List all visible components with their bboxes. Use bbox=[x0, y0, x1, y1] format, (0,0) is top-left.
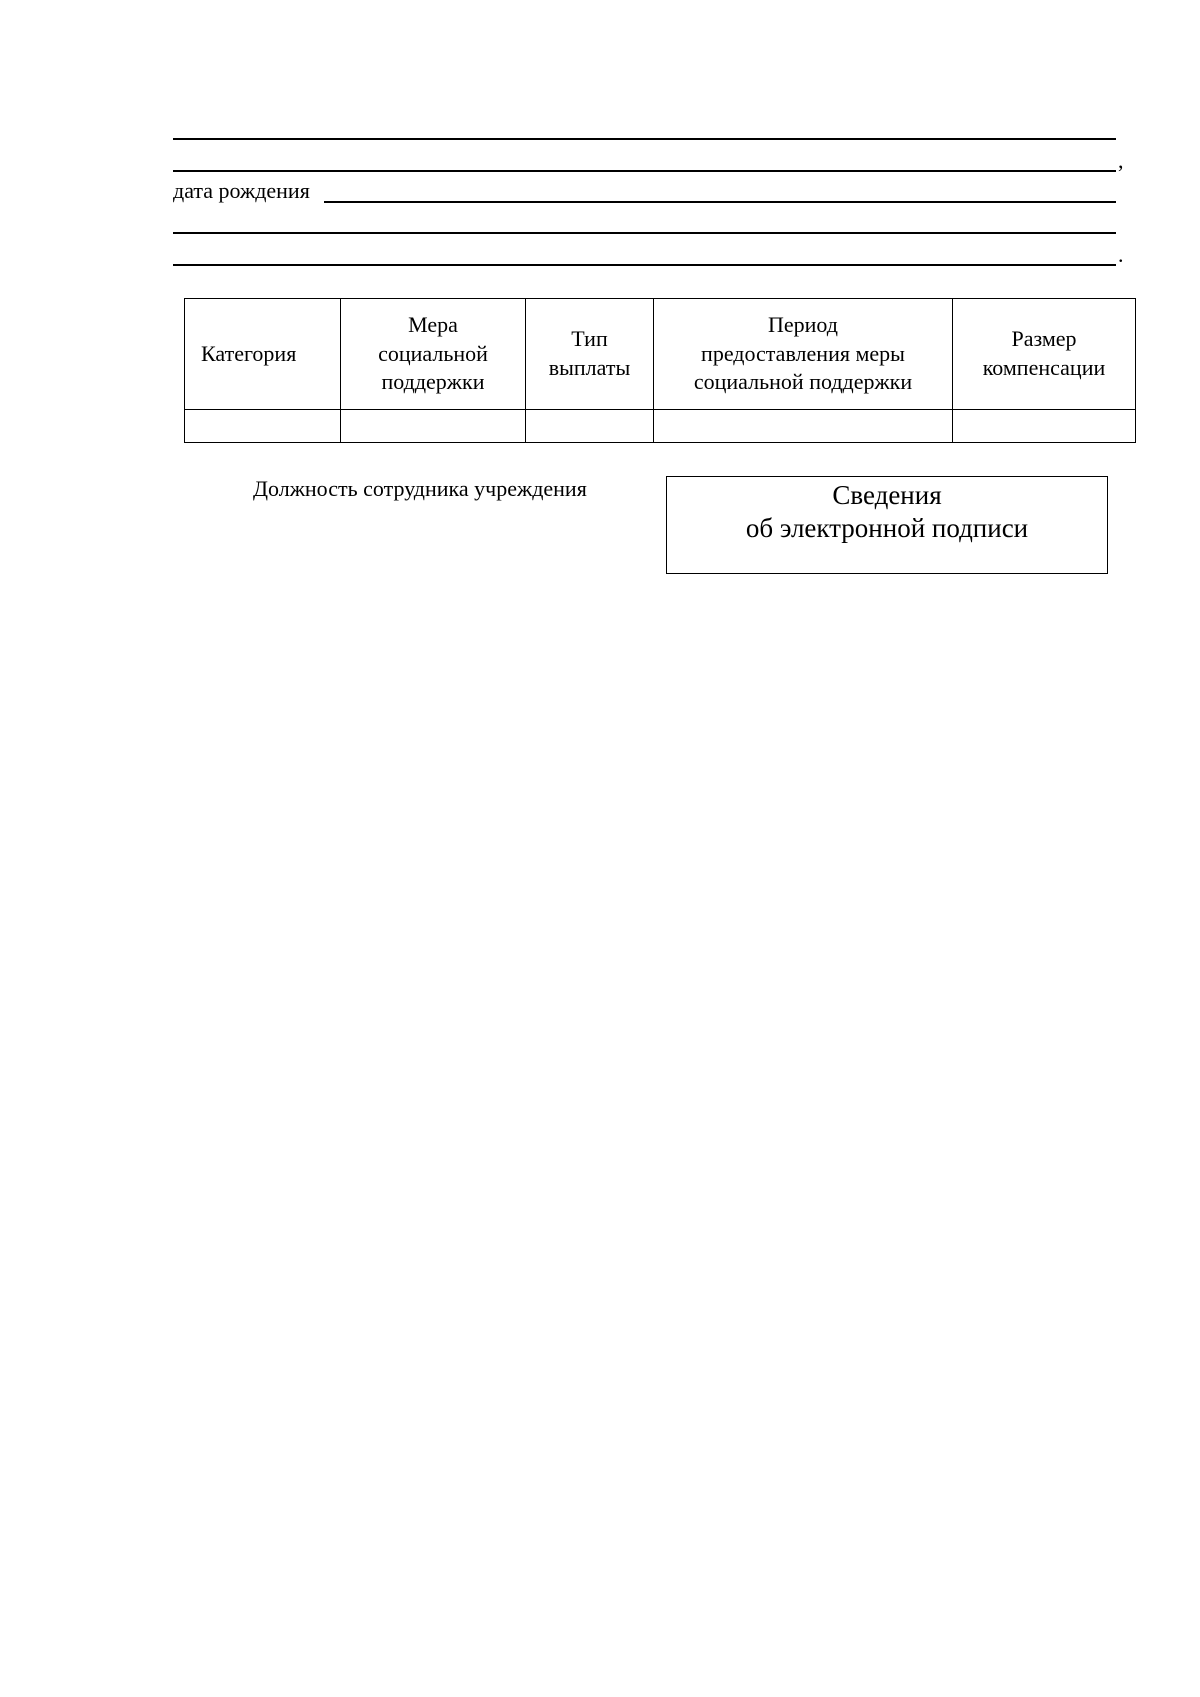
table-header-row bbox=[185, 299, 1136, 410]
fill-line-2 bbox=[173, 170, 1116, 172]
birth-date-line bbox=[324, 201, 1116, 203]
table-row bbox=[185, 410, 1136, 443]
support-measures-table bbox=[184, 298, 1136, 443]
header-category: Категория bbox=[185, 299, 341, 410]
line-5-period: . bbox=[1118, 242, 1124, 267]
electronic-signature-box bbox=[666, 476, 1108, 574]
header-support-measure: Мера социальной поддержки bbox=[341, 299, 526, 410]
fill-line-1 bbox=[173, 138, 1116, 140]
table-cell bbox=[953, 410, 1136, 443]
header-payment-type: Тип выплаты bbox=[526, 299, 654, 410]
table-cell bbox=[341, 410, 526, 443]
header-period: Период предоставления меры социальной поддержки bbox=[654, 299, 953, 410]
header-compensation-amount: Размер компенсации bbox=[953, 299, 1136, 410]
signature-box-title-line-2: об электронной подписи bbox=[745, 513, 1029, 543]
table-cell bbox=[526, 410, 654, 443]
fill-line-4 bbox=[173, 232, 1116, 234]
fill-line-5 bbox=[173, 264, 1116, 266]
employee-position-label: Должность сотрудника учреждения bbox=[253, 476, 587, 501]
line-2-comma: , bbox=[1118, 148, 1124, 173]
signature-box-title-line-1: Сведения bbox=[832, 480, 942, 510]
birth-date-label: дата рождения bbox=[173, 178, 310, 203]
table-cell bbox=[185, 410, 341, 443]
table-cell bbox=[654, 410, 953, 443]
